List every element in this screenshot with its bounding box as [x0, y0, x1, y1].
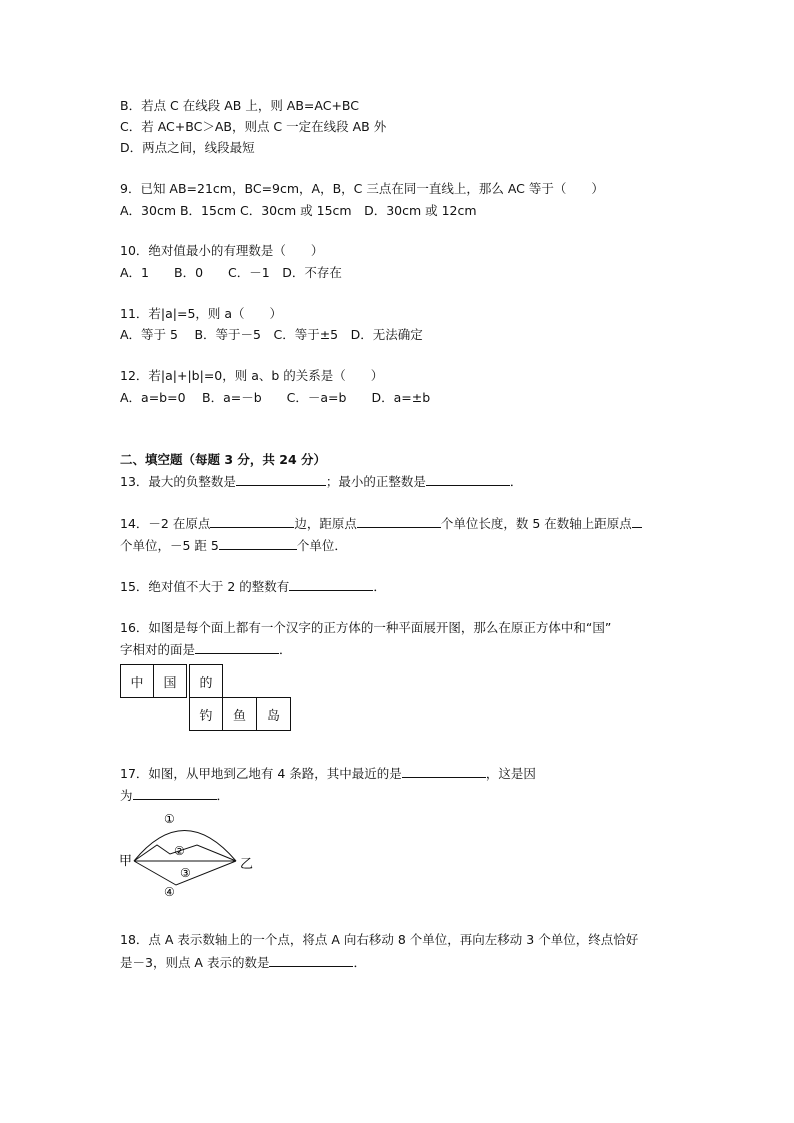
q14-blank-1 — [210, 515, 294, 528]
label-jia: 甲 — [119, 854, 133, 869]
q9-options: A．30cm B．15cm C．30cm 或 15cm D．30cm 或 12cm — [120, 203, 477, 218]
q17-text-1: 17．如图，从甲地到乙地有 4 条路，其中最近的是 — [120, 766, 402, 781]
q14-text-3: 个单位长度，数 5 在数轴上距原点 — [440, 516, 632, 531]
q17-end: ． — [216, 788, 230, 803]
net-cell-zhong: 中 — [120, 664, 154, 698]
net-cell-diao: 钓 — [189, 697, 223, 731]
q17-line-2 — [120, 787, 229, 804]
q16-text-2: 字相对的面是 — [120, 642, 196, 657]
q15-end: ． — [373, 579, 386, 594]
q14-text-2: 边，距原点 — [294, 516, 357, 531]
q10-options: A．1 B．0 C．－1 D．不存在 — [120, 265, 342, 280]
q12-options: A．a=b=0 B．a=－b C．－a=b D．a=±b — [120, 390, 431, 405]
section-heading-fill-in: 二、填空题（每题 3 分，共 24 分） — [120, 452, 327, 467]
q16-line-1: 16．如图是每个面上都有一个汉字的正方体的一种平面展开图，那么在原正方体中和“国” — [120, 620, 612, 635]
q10-stem: 10．绝对值最小的有理数是（ ） — [120, 243, 324, 258]
q14-line-2 — [120, 537, 347, 554]
q11-stem: 11．若|a|=5，则 a（ ） — [120, 306, 283, 321]
q17-text-2: ，这是因 — [485, 766, 536, 781]
route-label-4: ④ — [164, 885, 175, 899]
q13-text-1: 13．最大的负整数是 — [120, 474, 236, 489]
cube-net-figure — [120, 664, 292, 732]
q13-text-2: ；最小的正整数是 — [325, 474, 426, 489]
q15-blank — [289, 578, 373, 591]
q16-blank — [195, 641, 279, 654]
q15 — [120, 578, 386, 595]
q13 — [120, 473, 522, 490]
q18-blank — [269, 954, 353, 967]
q17-line-1 — [120, 765, 536, 782]
route-label-1: ① — [164, 812, 175, 826]
route-label-2: ② — [174, 844, 185, 858]
q17-blank-2 — [133, 787, 217, 800]
q18-text-1: 是－3，则点 A 表示的数是 — [120, 955, 270, 970]
q13-blank-1 — [236, 473, 326, 486]
q17-blank-1 — [402, 765, 486, 778]
route-1-path — [134, 831, 236, 862]
q13-blank-2 — [426, 473, 510, 486]
label-yi: 乙 — [240, 857, 254, 872]
net-cell-de: 的 — [189, 664, 223, 698]
q11-options: A．等于 5 B．等于－5 C．等于±5 D．无法确定 — [120, 327, 423, 342]
net-cell-yu: 鱼 — [222, 697, 257, 731]
q8-option-d: D．两点之间，线段最短 — [120, 140, 255, 155]
q17-text-3: 为 — [120, 788, 133, 803]
q14-blank-2 — [357, 515, 441, 528]
q14-line-1 — [120, 515, 642, 532]
q18-line-1: 18．点 A 表示数轴上的一个点，将点 A 向右移动 8 个单位，再向左移动 3 个单位，终点恰好 — [120, 932, 639, 947]
q16-line-2 — [120, 641, 292, 658]
q18-line-2 — [120, 954, 366, 971]
q14-blank-3 — [632, 515, 642, 528]
q14-text-4: 个单位，－5 距 5 — [120, 538, 219, 553]
routes-figure — [118, 808, 258, 900]
q8-option-c: C．若 AC+BC＞AB，则点 C 一定在线段 AB 外 — [120, 119, 387, 134]
q14-blank-4 — [219, 537, 297, 550]
net-cell-dao: 岛 — [256, 697, 291, 731]
q18-end: ． — [353, 955, 366, 970]
route-2-path — [134, 845, 236, 861]
net-cell-guo: 国 — [153, 664, 187, 698]
q13-end: ． — [509, 474, 523, 489]
q15-text-1: 15．绝对值不大于 2 的整数有 — [120, 579, 290, 594]
q16-end: ． — [279, 642, 292, 657]
route-label-3: ③ — [180, 866, 191, 880]
q8-option-b: B．若点 C 在线段 AB 上，则 AB=AC+BC — [120, 98, 360, 113]
q14-text-5: 个单位． — [296, 538, 347, 553]
q9-stem: 9．已知 AB=21cm，BC=9cm，A，B，C 三点在同一直线上，那么 AC 等于（ ） — [120, 181, 604, 196]
q12-stem: 12．若|a|+|b|=0，则 a、b 的关系是（ ） — [120, 368, 384, 383]
q14-text-1: 14．－2 在原点 — [120, 516, 211, 531]
